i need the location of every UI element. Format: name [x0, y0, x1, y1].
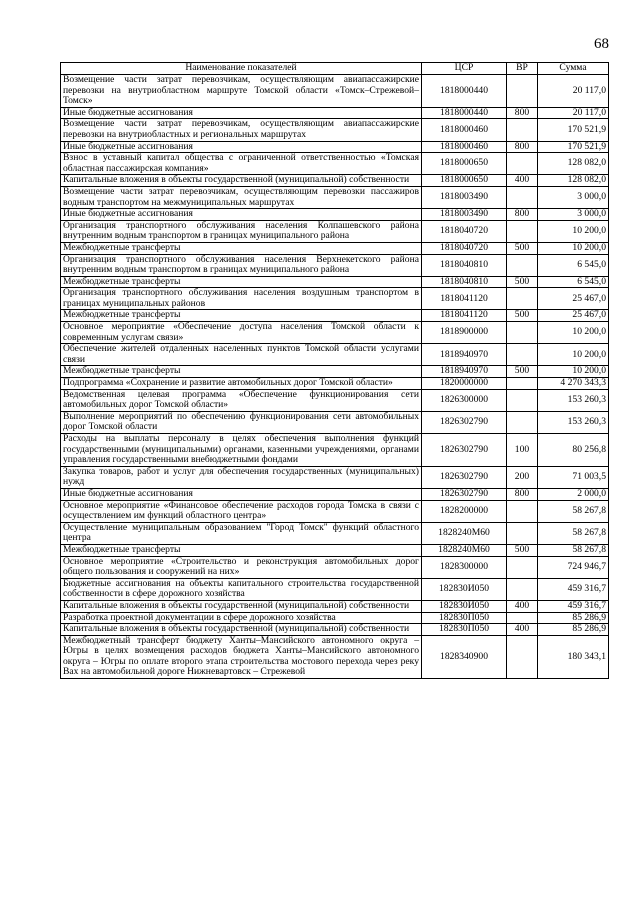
table-row [61, 366, 609, 378]
row-name: Основное мероприятие «Обеспечение доступа населения Томской области к современным услугам связи» [61, 322, 422, 344]
row-name: Возмещение части затрат перевозчикам, осуществляющим перевозки пассажиров водным транспортом на межмуниципальных маршрутах [61, 186, 422, 208]
row-sum: 2 000,0 [538, 488, 609, 500]
row-csr: 1818000440 [422, 107, 507, 119]
row-name: Капитальные вложения в объекты государственной (муниципальной) собственности [61, 600, 422, 612]
row-name: Капитальные вложения в объекты государственной (муниципальной) собственности [61, 624, 422, 636]
row-name: Межбюджетные трансферты [61, 242, 422, 254]
row-csr: 1818003490 [422, 209, 507, 221]
row-csr: 1828300000 [422, 556, 507, 578]
row-sum: 3 000,0 [538, 186, 609, 208]
row-sum: 10 200,0 [538, 344, 609, 366]
table-row [61, 378, 609, 390]
row-name: Подпрограмма «Сохранение и развитие автомобильных дорог Томской области» [61, 378, 422, 390]
row-csr: 1818040810 [422, 254, 507, 276]
row-name: Капитальные вложения в объекты государственной (муниципальной) собственности [61, 175, 422, 187]
row-vr: 800 [507, 488, 538, 500]
row-csr: 1818900000 [422, 322, 507, 344]
row-vr [507, 578, 538, 600]
budget-table [60, 62, 609, 679]
header-name: Наименование показателей [61, 63, 422, 75]
row-vr: 400 [507, 600, 538, 612]
row-vr: 400 [507, 624, 538, 636]
row-csr: 1818000650 [422, 153, 507, 175]
row-vr: 200 [507, 466, 538, 488]
row-vr [507, 186, 538, 208]
row-csr: 182830П050 [422, 612, 507, 624]
row-sum: 10 200,0 [538, 322, 609, 344]
row-csr: 1818000440 [422, 75, 507, 108]
row-vr [507, 119, 538, 141]
table-row [61, 322, 609, 344]
row-vr: 500 [507, 310, 538, 322]
table-row [61, 242, 609, 254]
table-row [61, 612, 609, 624]
row-csr: 1818000460 [422, 141, 507, 153]
table-row [61, 544, 609, 556]
row-sum: 153 260,3 [538, 389, 609, 411]
row-name: Межбюджетные трансферты [61, 310, 422, 322]
row-name: Ведомственная целевая программа «Обеспечение функционирования сети автомобильных дорог Томской области» [61, 389, 422, 411]
table-row [61, 254, 609, 276]
row-csr: 1818041120 [422, 310, 507, 322]
row-name: Бюджетные ассигнования на объекты капитального строительства государственной собственности в сфере дорожного хозяйства [61, 578, 422, 600]
table-row [61, 107, 609, 119]
row-name: Межбюджетные трансферты [61, 276, 422, 288]
row-csr: 182830И050 [422, 600, 507, 612]
table-row [61, 635, 609, 678]
table-row [61, 411, 609, 433]
row-sum: 4 270 343,3 [538, 378, 609, 390]
header-sum: Сумма [538, 63, 609, 75]
row-sum: 80 256,8 [538, 434, 609, 467]
table-row [61, 389, 609, 411]
row-vr [507, 635, 538, 678]
row-vr [507, 389, 538, 411]
row-sum: 459 316,7 [538, 600, 609, 612]
row-sum: 459 316,7 [538, 578, 609, 600]
row-name: Основное мероприятие «Строительство и реконструкция автомобильных дорог общего пользования и сооружений на них» [61, 556, 422, 578]
row-csr: 1818041120 [422, 288, 507, 310]
row-sum: 10 200,0 [538, 366, 609, 378]
row-csr: 1826302790 [422, 466, 507, 488]
row-vr [507, 411, 538, 433]
row-name: Межбюджетный трансферт бюджету Ханты–Мансийского автономного округа – Югры в целях возмещения расходов бюджета Ханты–Мансийского автономного округа – Югры по оплате второго этапа строительства мостового перехода через реку Вах на автомобильной дороге Нижневартовск – Стрежевой [61, 635, 422, 678]
row-sum: 128 082,0 [538, 175, 609, 187]
table-row [61, 344, 609, 366]
row-vr: 400 [507, 175, 538, 187]
row-csr: 182830И050 [422, 578, 507, 600]
row-vr: 500 [507, 544, 538, 556]
row-sum: 58 267,8 [538, 500, 609, 522]
row-vr: 800 [507, 209, 538, 221]
row-csr: 1828340900 [422, 635, 507, 678]
row-csr: 182830П050 [422, 624, 507, 636]
row-vr [507, 344, 538, 366]
table-row [61, 119, 609, 141]
table-body [61, 75, 609, 679]
table-row [61, 578, 609, 600]
row-sum: 20 117,0 [538, 107, 609, 119]
table-row [61, 500, 609, 522]
row-name: Основное мероприятие «Финансовое обеспечение расходов города Томска в связи с осуществлением им функций областного центра» [61, 500, 422, 522]
row-vr: 500 [507, 366, 538, 378]
table-row [61, 600, 609, 612]
row-vr: 500 [507, 276, 538, 288]
row-sum: 128 082,0 [538, 153, 609, 175]
row-name: Иные бюджетные ассигнования [61, 209, 422, 221]
row-name: Обеспечение жителей отдаленных населенных пунктов Томской области услугами связи [61, 344, 422, 366]
row-vr [507, 500, 538, 522]
table-row [61, 556, 609, 578]
table-row [61, 141, 609, 153]
row-csr: 1818940970 [422, 366, 507, 378]
table-row [61, 310, 609, 322]
row-name: Расходы на выплаты персоналу в целях обеспечения выполнения функций государственными (муниципальными) органами, казенными учреждениями, органами управления государственными внебюджетными фондами [61, 434, 422, 467]
row-name: Выполнение мероприятий по обеспечению функционирования сети автомобильных дорог Томской области [61, 411, 422, 433]
row-vr [507, 254, 538, 276]
row-csr: 1826300000 [422, 389, 507, 411]
table-row [61, 276, 609, 288]
row-sum: 6 545,0 [538, 254, 609, 276]
row-name: Иные бюджетные ассигнования [61, 107, 422, 119]
table-row [61, 288, 609, 310]
row-sum: 85 286,9 [538, 612, 609, 624]
row-csr: 1820000000 [422, 378, 507, 390]
row-csr: 1818040720 [422, 220, 507, 242]
row-vr [507, 288, 538, 310]
row-name: Возмещение части затрат перевозчикам, осуществляющим авиапассажирские перевозки на внутриобластном маршруте Томской области «Томск–Стрежевой–Томск» [61, 75, 422, 108]
row-sum: 85 286,9 [538, 624, 609, 636]
row-sum: 153 260,3 [538, 411, 609, 433]
row-sum: 58 267,8 [538, 522, 609, 544]
row-vr [507, 153, 538, 175]
table-row [61, 75, 609, 108]
table-row [61, 220, 609, 242]
table-row [61, 186, 609, 208]
table-row [61, 624, 609, 636]
table-header-row [61, 63, 609, 75]
header-csr: ЦСР [422, 63, 507, 75]
row-csr: 1828200000 [422, 500, 507, 522]
row-vr [507, 322, 538, 344]
row-sum: 724 946,7 [538, 556, 609, 578]
row-name: Осуществление муниципальным образованием "Город Томск" функций областного центра [61, 522, 422, 544]
row-csr: 1826302790 [422, 488, 507, 500]
table-row [61, 153, 609, 175]
row-vr [507, 220, 538, 242]
row-csr: 1818003490 [422, 186, 507, 208]
row-vr: 500 [507, 242, 538, 254]
row-name: Разработка проектной документации в сфере дорожного хозяйства [61, 612, 422, 624]
row-vr: 100 [507, 434, 538, 467]
page-number: 68 [594, 36, 609, 52]
row-name: Организация транспортного обслуживания населения Верхнекетского района внутренним водным транспортом в границах муниципального района [61, 254, 422, 276]
row-sum: 170 521,9 [538, 119, 609, 141]
row-csr: 1828240М60 [422, 522, 507, 544]
row-csr: 1818000650 [422, 175, 507, 187]
row-sum: 3 000,0 [538, 209, 609, 221]
row-name: Возмещение части затрат перевозчикам, осуществляющим авиапассажирские перевозки на внутриобластных и региональных маршрутах [61, 119, 422, 141]
row-sum: 10 200,0 [538, 242, 609, 254]
row-sum: 58 267,8 [538, 544, 609, 556]
row-sum: 170 521,9 [538, 141, 609, 153]
row-name: Иные бюджетные ассигнования [61, 141, 422, 153]
row-csr: 1826302790 [422, 411, 507, 433]
row-name: Организация транспортного обслуживания населения воздушным транспортом в границах муниципальных районов [61, 288, 422, 310]
row-sum: 10 200,0 [538, 220, 609, 242]
row-name: Закупка товаров, работ и услуг для обеспечения государственных (муниципальных) нужд [61, 466, 422, 488]
row-sum: 180 343,1 [538, 635, 609, 678]
row-vr: 800 [507, 141, 538, 153]
row-sum: 20 117,0 [538, 75, 609, 108]
row-csr: 1818000460 [422, 119, 507, 141]
row-sum: 25 467,0 [538, 310, 609, 322]
table-row [61, 466, 609, 488]
row-vr [507, 612, 538, 624]
row-vr [507, 522, 538, 544]
row-csr: 1828240М60 [422, 544, 507, 556]
row-vr: 800 [507, 107, 538, 119]
row-name: Межбюджетные трансферты [61, 366, 422, 378]
row-csr: 1818040810 [422, 276, 507, 288]
row-vr [507, 378, 538, 390]
row-csr: 1818040720 [422, 242, 507, 254]
table-row [61, 488, 609, 500]
row-name: Взнос в уставный капитал общества с ограниченной ответственностью «Томская областная пассажирская компания» [61, 153, 422, 175]
row-name: Организация транспортного обслуживания населения Колпашевского района внутренним водным транспортом в границах муниципального района [61, 220, 422, 242]
row-csr: 1826302790 [422, 434, 507, 467]
table-row [61, 434, 609, 467]
row-csr: 1818940970 [422, 344, 507, 366]
table-row [61, 175, 609, 187]
row-sum: 6 545,0 [538, 276, 609, 288]
row-name: Межбюджетные трансферты [61, 544, 422, 556]
table-row [61, 209, 609, 221]
row-vr [507, 75, 538, 108]
table-row [61, 522, 609, 544]
header-vr: ВР [507, 63, 538, 75]
row-sum: 71 003,5 [538, 466, 609, 488]
row-vr [507, 556, 538, 578]
row-name: Иные бюджетные ассигнования [61, 488, 422, 500]
row-sum: 25 467,0 [538, 288, 609, 310]
